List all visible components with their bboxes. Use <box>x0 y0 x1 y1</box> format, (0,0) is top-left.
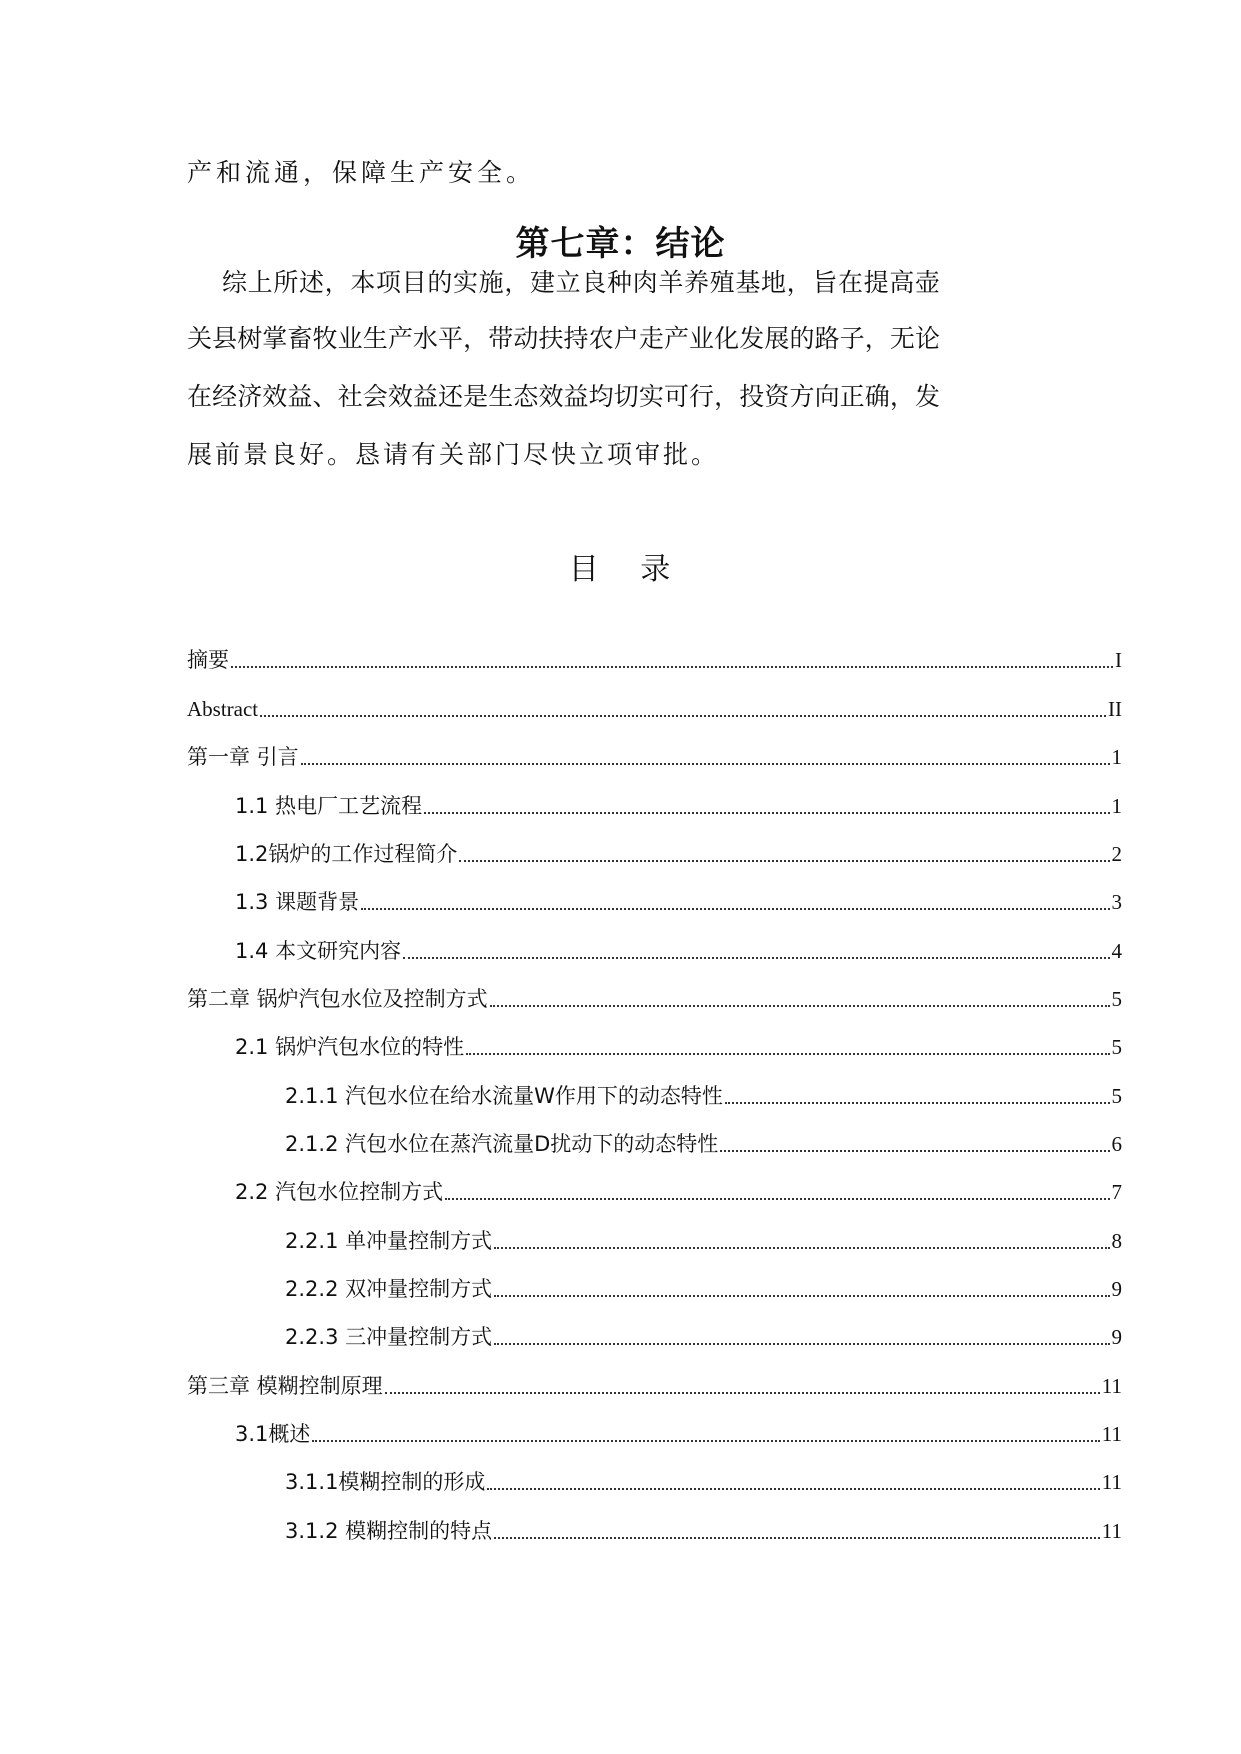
toc-entry-page: 5 <box>1111 1035 1122 1059</box>
toc-entry-page: 9 <box>1111 1277 1122 1301</box>
toc-entry-label: 1.2锅炉的工作过程简介 <box>235 842 458 866</box>
toc-leader-dots <box>494 1247 1109 1249</box>
toc-leader-dots <box>487 1488 1099 1490</box>
toc-heading: 目 录 <box>568 552 673 587</box>
toc-entry[interactable] <box>187 982 1122 1012</box>
toc-leader-dots <box>494 1295 1109 1297</box>
toc-entry[interactable] <box>235 1175 1122 1205</box>
toc-entry-page: I <box>1115 648 1122 672</box>
chapter-title: 第七章：结论 <box>515 224 726 264</box>
toc-leader-dots <box>361 908 1109 910</box>
toc-leader-dots <box>385 1392 1100 1394</box>
toc-entry-label: 2.1 锅炉汽包水位的特性 <box>235 1035 465 1059</box>
toc-entry[interactable] <box>285 1224 1122 1254</box>
toc-leader-dots <box>494 1537 1100 1539</box>
toc-entry[interactable] <box>235 934 1122 964</box>
toc-entry-page: 4 <box>1111 939 1122 963</box>
toc-entry-page: 6 <box>1111 1132 1122 1156</box>
toc-entry-label: Abstract <box>187 697 259 721</box>
toc-entry[interactable] <box>235 885 1122 915</box>
toc-entry-page: 1 <box>1111 794 1122 818</box>
toc-entry-label: 2.2.3 三冲量控制方式 <box>285 1325 493 1349</box>
toc-entry-label: 3.1.2 模糊控制的特点 <box>285 1519 493 1543</box>
toc-entry-page: II <box>1108 697 1122 721</box>
toc-entry-label: 2.2.2 双冲量控制方式 <box>285 1277 493 1301</box>
paragraph-line: 综上所述，本项目的实施，建立良种肉羊养殖基地，旨在提高壶 <box>222 268 940 297</box>
toc-entry[interactable] <box>285 1320 1122 1350</box>
toc-entry[interactable] <box>187 1369 1122 1399</box>
toc-entry-label: 3.1.1模糊控制的形成 <box>285 1470 486 1494</box>
toc-entry-label: 2.1.2 汽包水位在蒸汽流量D扰动下的动态特性 <box>285 1132 719 1156</box>
toc-leader-dots <box>490 1005 1110 1007</box>
toc-entry-page: 11 <box>1101 1470 1122 1494</box>
toc-entry-label: 1.1 热电厂工艺流程 <box>235 794 423 818</box>
toc-entry[interactable] <box>285 1272 1122 1302</box>
toc-entry-page: 11 <box>1101 1374 1122 1398</box>
toc-entry-label: 1.4 本文研究内容 <box>235 939 402 963</box>
toc-leader-dots <box>720 1150 1109 1152</box>
toc-entry-page: 8 <box>1111 1229 1122 1253</box>
toc-entry[interactable] <box>285 1465 1122 1495</box>
toc-leader-dots <box>445 1198 1109 1200</box>
toc-entry-page: 3 <box>1111 890 1122 914</box>
toc-leader-dots <box>260 715 1106 717</box>
toc-entry-page: 5 <box>1111 1084 1122 1108</box>
toc-entry-page: 11 <box>1101 1519 1122 1543</box>
toc-entry-label: 2.2.1 单冲量控制方式 <box>285 1229 493 1253</box>
toc-entry-label: 第三章 模糊控制原理 <box>187 1374 383 1398</box>
paragraph-line: 展前景良好。恳请有关部门尽快立项审批。 <box>187 440 720 469</box>
toc-entry-page: 11 <box>1101 1422 1122 1446</box>
toc-entry[interactable] <box>187 740 1122 770</box>
toc-entry[interactable] <box>187 643 1122 673</box>
toc-entry[interactable] <box>187 692 1122 722</box>
toc-entry-page: 1 <box>1111 745 1122 769</box>
toc-entry-label: 2.2 汽包水位控制方式 <box>235 1180 444 1204</box>
paragraph-line: 关县树掌畜牧业生产水平，带动扶持农户走产业化发展的路子，无论 <box>187 324 940 353</box>
toc-leader-dots <box>403 957 1109 959</box>
toc-entry-label: 2.1.1 汽包水位在给水流量W作用下的动态特性 <box>285 1084 723 1108</box>
toc-leader-dots <box>725 1102 1110 1104</box>
toc-entry[interactable] <box>285 1514 1122 1544</box>
toc-entry[interactable] <box>235 1030 1122 1060</box>
toc-entry-page: 7 <box>1111 1180 1122 1204</box>
toc-entry[interactable] <box>285 1127 1122 1157</box>
toc-entry-page: 9 <box>1111 1325 1122 1349</box>
toc-entry-page: 2 <box>1111 842 1122 866</box>
paragraph-line: 在经济效益、社会效益还是生态效益均切实可行，投资方向正确，发 <box>187 382 940 411</box>
toc-leader-dots <box>424 812 1109 814</box>
toc-leader-dots <box>301 763 1110 765</box>
toc-leader-dots <box>494 1343 1109 1345</box>
toc-entry-label: 摘要 <box>187 648 229 672</box>
toc-entry[interactable] <box>235 789 1122 819</box>
toc-entry-label: 3.1概述 <box>235 1422 311 1446</box>
toc-leader-dots <box>231 666 1113 668</box>
toc-entry-label: 1.3 课题背景 <box>235 890 360 914</box>
toc-entry-label: 第一章 引言 <box>187 745 299 769</box>
toc-entry[interactable] <box>235 837 1122 867</box>
toc-entry-page: 5 <box>1111 987 1122 1011</box>
continuation-text: 产和流通，保障生产安全。 <box>187 158 536 187</box>
toc-leader-dots <box>466 1053 1109 1055</box>
toc-leader-dots <box>459 860 1109 862</box>
toc-entry-label: 第二章 锅炉汽包水位及控制方式 <box>187 987 488 1011</box>
toc-entry[interactable] <box>285 1079 1122 1109</box>
toc-entry[interactable] <box>235 1417 1122 1447</box>
toc-leader-dots <box>312 1440 1099 1442</box>
